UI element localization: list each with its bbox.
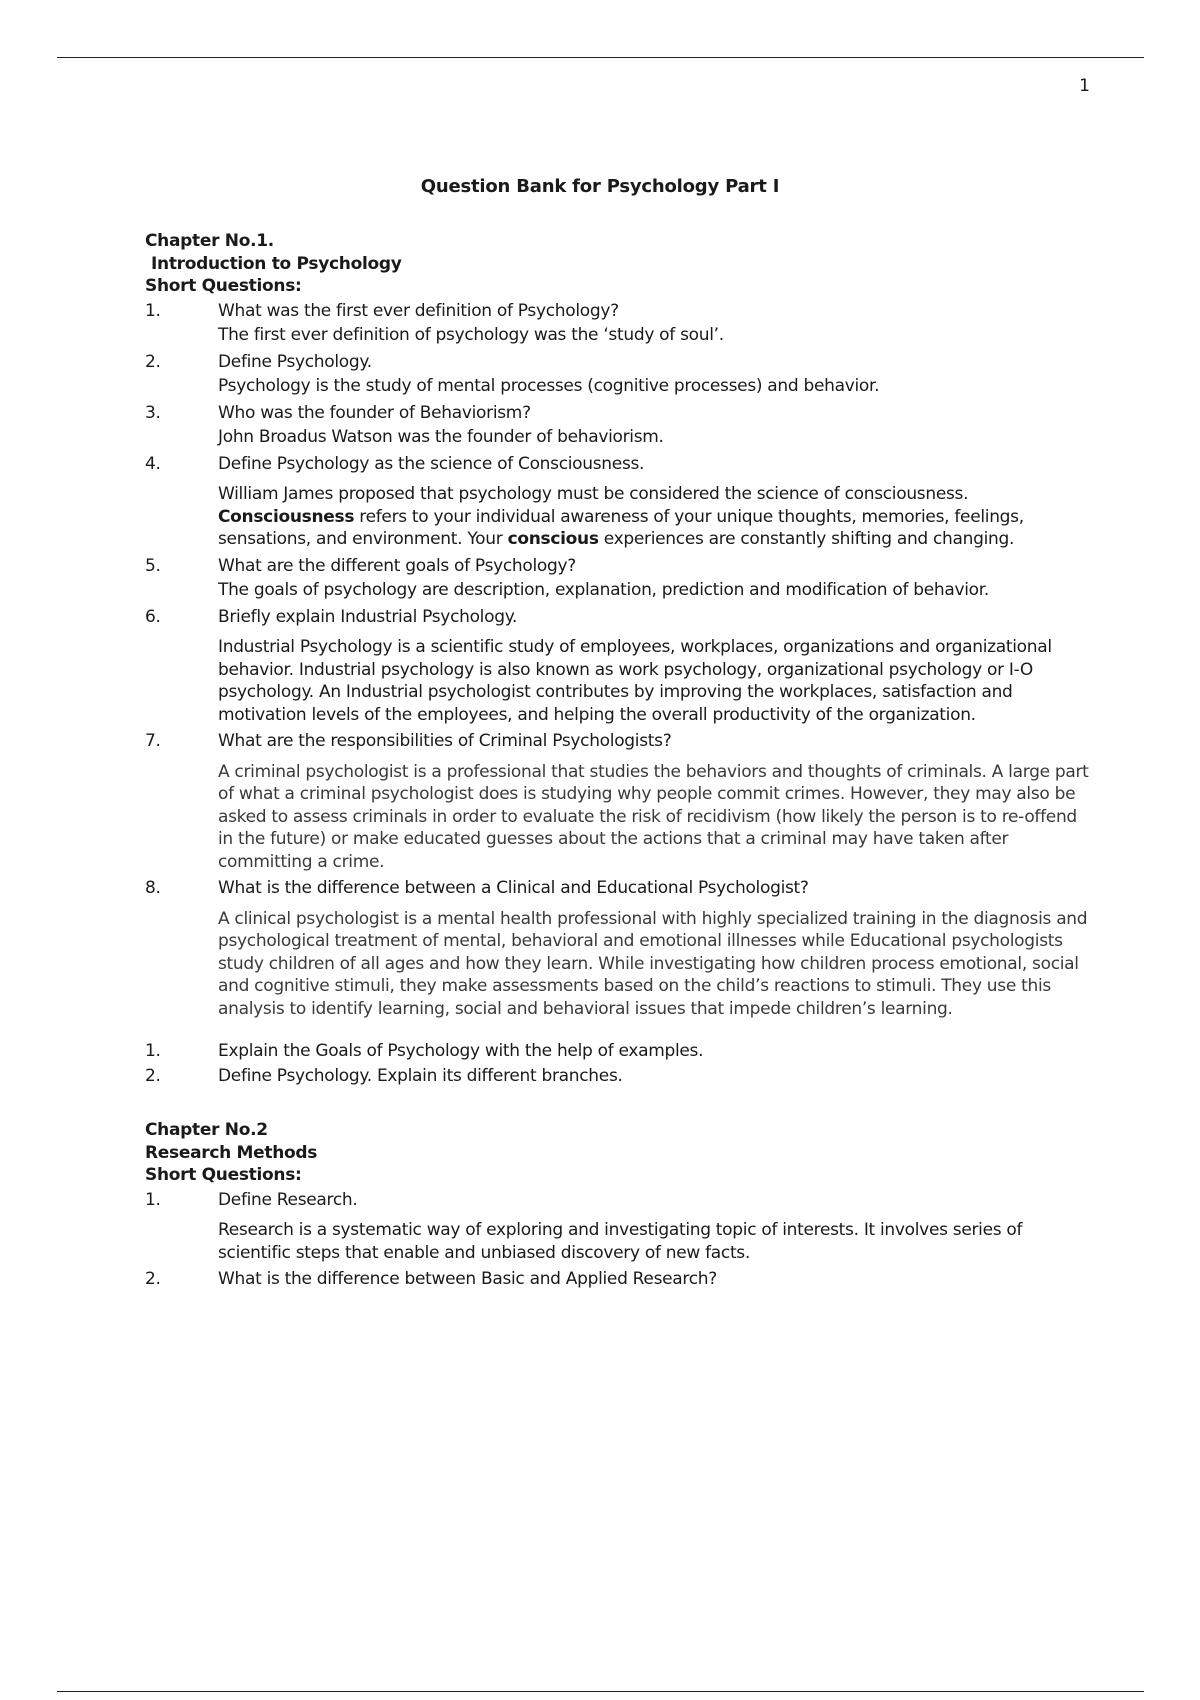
question: 5. What are the different goals of Psychology? bbox=[145, 555, 577, 576]
answer: John Broadus Watson was the founder of behaviorism. bbox=[218, 427, 664, 447]
answer: A criminal psychologist is a professional that studies the behaviors and thoughts of criminals. A large part of what a criminal psychologist does is studying why people commit crimes. However, they may also be asked to assess criminals in order to evaluate the risk of recidivism (how likely the person is to re-offend in the future) or make educated guesses about the actions that a criminal may have taken after committing a crime. bbox=[218, 761, 1089, 872]
chapter-2-short-heading: Short Questions: bbox=[145, 1165, 302, 1185]
question: 4. Define Psychology as the science of Consciousness. bbox=[145, 453, 645, 474]
answer: The goals of psychology are description, explanation, prediction and modification of behavior. bbox=[218, 580, 990, 600]
answer: A clinical psychologist is a mental health professional with highly specialized training in the diagnosis and psychological treatment of mental, behavioral and emotional illnesses while Educational psychologists study children of all ages and how they learn. While investigating how children process emotional, social and cognitive stimuli, they make assessments based on the child’s reactions to stimuli. They use this analysis to identify learning, social and behavioral issues that impede children’s learning. bbox=[218, 908, 1088, 1019]
chapter-1-number: Chapter No.1. bbox=[145, 231, 274, 251]
question: 3. Who was the founder of Behaviorism? bbox=[145, 402, 531, 423]
chapter-1-short-heading: Short Questions: bbox=[145, 276, 302, 296]
question: 8. What is the difference between a Clinical and Educational Psychologist? bbox=[145, 878, 809, 898]
question: 7. What are the responsibilities of Criminal Psychologists? bbox=[145, 731, 672, 751]
question: 2. What is the difference between Basic and Applied Research? bbox=[145, 1269, 717, 1289]
question: 6. Briefly explain Industrial Psychology. bbox=[145, 606, 518, 627]
chapter-2-title: Research Methods bbox=[145, 1142, 318, 1163]
chapter-1-title: Introduction to Psychology bbox=[151, 253, 402, 274]
document-title: Question Bank for Psychology Part I bbox=[420, 176, 780, 197]
document-body bbox=[145, 230, 1090, 1291]
answer: Psychology is the study of mental processes (cognitive processes) and behavior. bbox=[218, 376, 880, 396]
page-number: 1 bbox=[1079, 76, 1090, 96]
question: 2. Define Psychology. bbox=[145, 351, 372, 372]
question: 1. Define Research. bbox=[145, 1189, 358, 1210]
answer: The first ever definition of psychology was the ‘study of soul’. bbox=[218, 325, 724, 345]
long-question: 1. Explain the Goals of Psychology with the help of examples. bbox=[145, 1041, 704, 1061]
header-rule bbox=[57, 57, 1144, 58]
long-question: 2. Define Psychology. Explain its different branches. bbox=[145, 1065, 623, 1086]
footer-rule bbox=[57, 1691, 1144, 1692]
answer: William James proposed that psychology must be considered the science of consciousness. Consciousness refers to your individual awareness of your unique thoughts, memories, feelings, sensations, and environment. Your conscious experiences are constantly shifting and changing. bbox=[218, 484, 1024, 549]
answer: Industrial Psychology is a scientific study of employees, workplaces, organizations and organizational behavior. Industrial psychology is also known as work psychology, organizational psychology or I-O psychology. An Industrial psychologist contributes by improving the workplaces, satisfaction and motivation levels of the employees, and helping the overall productivity of the organization. bbox=[218, 637, 1052, 725]
answer: Research is a systematic way of exploring and investigating topic of interests. It involves series of scientific steps that enable and unbiased discovery of new facts. bbox=[218, 1220, 1023, 1263]
question: 1. What was the first ever definition of Psychology? bbox=[145, 300, 619, 321]
chapter-2-number: Chapter No.2 bbox=[145, 1120, 268, 1140]
